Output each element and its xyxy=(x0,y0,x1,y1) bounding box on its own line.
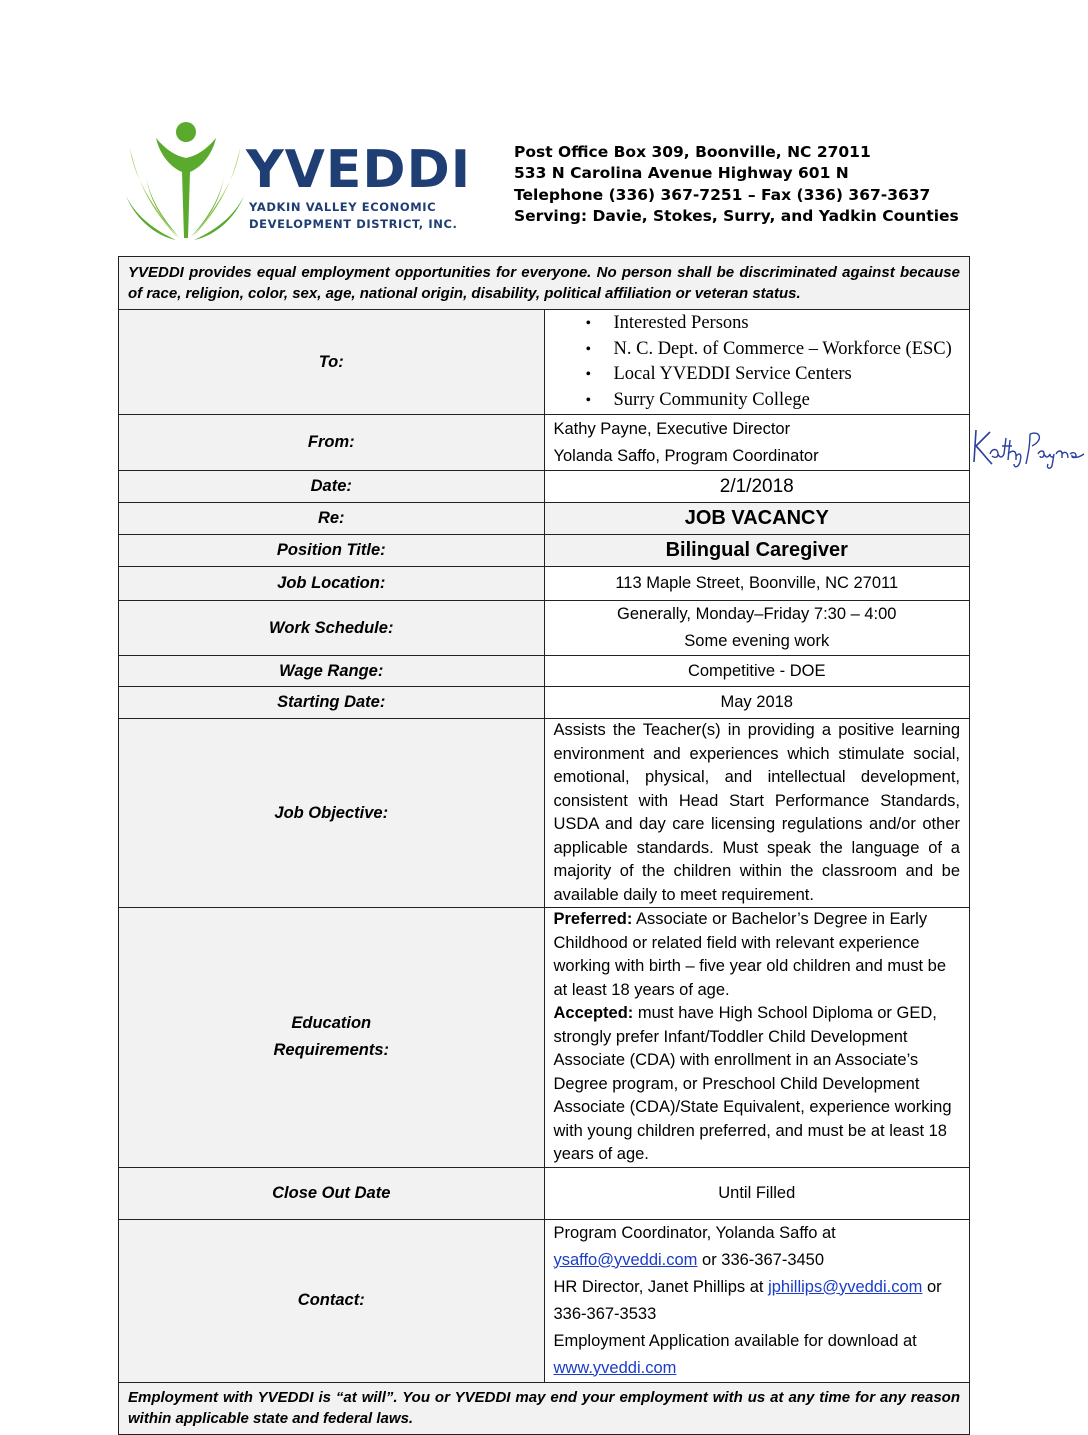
preferred-text: Associate or Bachelor’s Degree in Early Childhood or related field with relevant experience working with birth – five year old children and must be at least 18 years of age. xyxy=(553,910,947,999)
education-accepted xyxy=(554,1002,961,1167)
website-link[interactable]: www.yveddi.com xyxy=(553,1358,677,1377)
wage-range-value: Competitive - DOE xyxy=(544,656,970,687)
education-label xyxy=(119,908,545,1168)
job-location-value: 113 Maple Street, Boonville, NC 27011 xyxy=(544,567,970,601)
close-out-date-label: Close Out Date xyxy=(119,1167,545,1219)
re-value: JOB VACANCY xyxy=(544,503,970,535)
handwritten-signature xyxy=(968,424,1088,470)
education-label-line: Requirements: xyxy=(273,1041,390,1060)
email-link-ysaffo[interactable]: ysaffo@yveddi.com xyxy=(553,1250,698,1269)
recipient-item: • Interested Persons xyxy=(614,311,961,337)
from-value xyxy=(544,415,970,471)
contact-text: HR Director, Janet Phillips at xyxy=(553,1277,769,1296)
work-schedule-label: Work Schedule: xyxy=(119,601,545,656)
education-value xyxy=(544,908,970,1168)
education-label-line: Education xyxy=(291,1014,372,1033)
position-title-value: Bilingual Caregiver xyxy=(544,535,970,567)
work-schedule-value xyxy=(544,601,970,656)
logo-name: YVEDDI xyxy=(246,140,472,200)
address-line: Serving: Davie, Stokes, Surry, and Yadkin Counties xyxy=(514,206,959,225)
contact-text: Employment Application available for download at xyxy=(553,1331,917,1350)
contact-line xyxy=(554,1328,961,1382)
job-vacancy-table xyxy=(118,256,970,1435)
address-line: 533 N Carolina Avenue Highway 601 N xyxy=(514,164,849,183)
date-value: 2/1/2018 xyxy=(544,471,970,503)
recipient-item: • N. C. Dept. of Commerce – Workforce (ESC) xyxy=(614,337,961,363)
from-line: Kathy Payne, Executive Director xyxy=(553,419,791,438)
recipient-list xyxy=(554,311,961,413)
job-location-label: Job Location: xyxy=(119,567,545,601)
email-link-jphillips[interactable]: jphillips@yveddi.com xyxy=(768,1277,923,1296)
yveddi-logo xyxy=(126,120,472,242)
close-out-date-value: Until Filled xyxy=(544,1167,970,1219)
accepted-text: must have High School Diploma or GED, strongly prefer Infant/Toddler Child Development Associate (CDA) with enrollment in an Associate’s Degree program, or Preschool Child Development Associate (CDA)/State Equivalent, experience working with young children preferred, and must be at least 18 years of age. xyxy=(553,1004,952,1163)
job-objective-label: Job Objective: xyxy=(119,719,545,908)
recipient-item: • Local YVEDDI Service Centers xyxy=(614,362,961,388)
from-label: From: xyxy=(119,415,545,471)
position-title-label: Position Title: xyxy=(119,535,545,567)
logo-subtitle-line1: YADKIN VALLEY ECONOMIC xyxy=(249,200,437,214)
accepted-label: Accepted: xyxy=(553,1004,634,1022)
contact-line xyxy=(554,1274,961,1328)
organization-address xyxy=(514,142,959,227)
contact-line xyxy=(554,1220,961,1274)
equal-opportunity-banner: YVEDDI provides equal employment opportunities for everyone. No person shall be discriminated against because of race, religion, color, sex, age, national origin, disability, political affiliation or veteran status. xyxy=(119,257,970,310)
starting-date-label: Starting Date: xyxy=(119,687,545,719)
education-preferred xyxy=(554,908,961,1002)
to-value xyxy=(544,310,970,415)
address-line: Post Office Box 309, Boonville, NC 27011 xyxy=(514,143,871,161)
re-label: Re: xyxy=(119,503,545,535)
contact-text: or 336-367-3533 xyxy=(553,1277,942,1323)
starting-date-value: May 2018 xyxy=(544,687,970,719)
job-objective-value: Assists the Teacher(s) in providing a positive learning environment and experiences which stimulate social, emotional, physical, and intellectual development, consistent with Head Start Performance Standards, USDA and day care licensing regulations and/or other applicable standards. Must speak the language of a majority of the children within the classroom and be available daily to meet requirement. xyxy=(544,719,970,908)
contact-value xyxy=(544,1219,970,1382)
wage-range-label: Wage Range: xyxy=(119,656,545,687)
preferred-label: Preferred: xyxy=(553,910,633,928)
schedule-line: Some evening work xyxy=(684,632,830,650)
from-line: Yolanda Saffo, Program Coordinator xyxy=(553,446,819,465)
date-label: Date: xyxy=(119,471,545,503)
logo-subtitle-line2: DEVELOPMENT DISTRICT, INC. xyxy=(249,217,458,231)
contact-label: Contact: xyxy=(119,1219,545,1382)
address-line: Telephone (336) 367-7251 – Fax (336) 367-3637 xyxy=(514,185,931,204)
contact-text: Program Coordinator, Yolanda Saffo at xyxy=(553,1223,836,1242)
recipient-item: • Surry Community College xyxy=(614,388,961,414)
to-label: To: xyxy=(119,310,545,415)
schedule-line: Generally, Monday–Friday 7:30 – 4:00 xyxy=(617,605,897,623)
contact-text: or 336-367-3450 xyxy=(697,1250,825,1269)
at-will-footer: Employment with YVEDDI is “at will”. You or YVEDDI may end your employment with us at any time for any reason within applicable state and federal laws. xyxy=(119,1382,970,1434)
logo-figure-icon xyxy=(126,120,244,242)
